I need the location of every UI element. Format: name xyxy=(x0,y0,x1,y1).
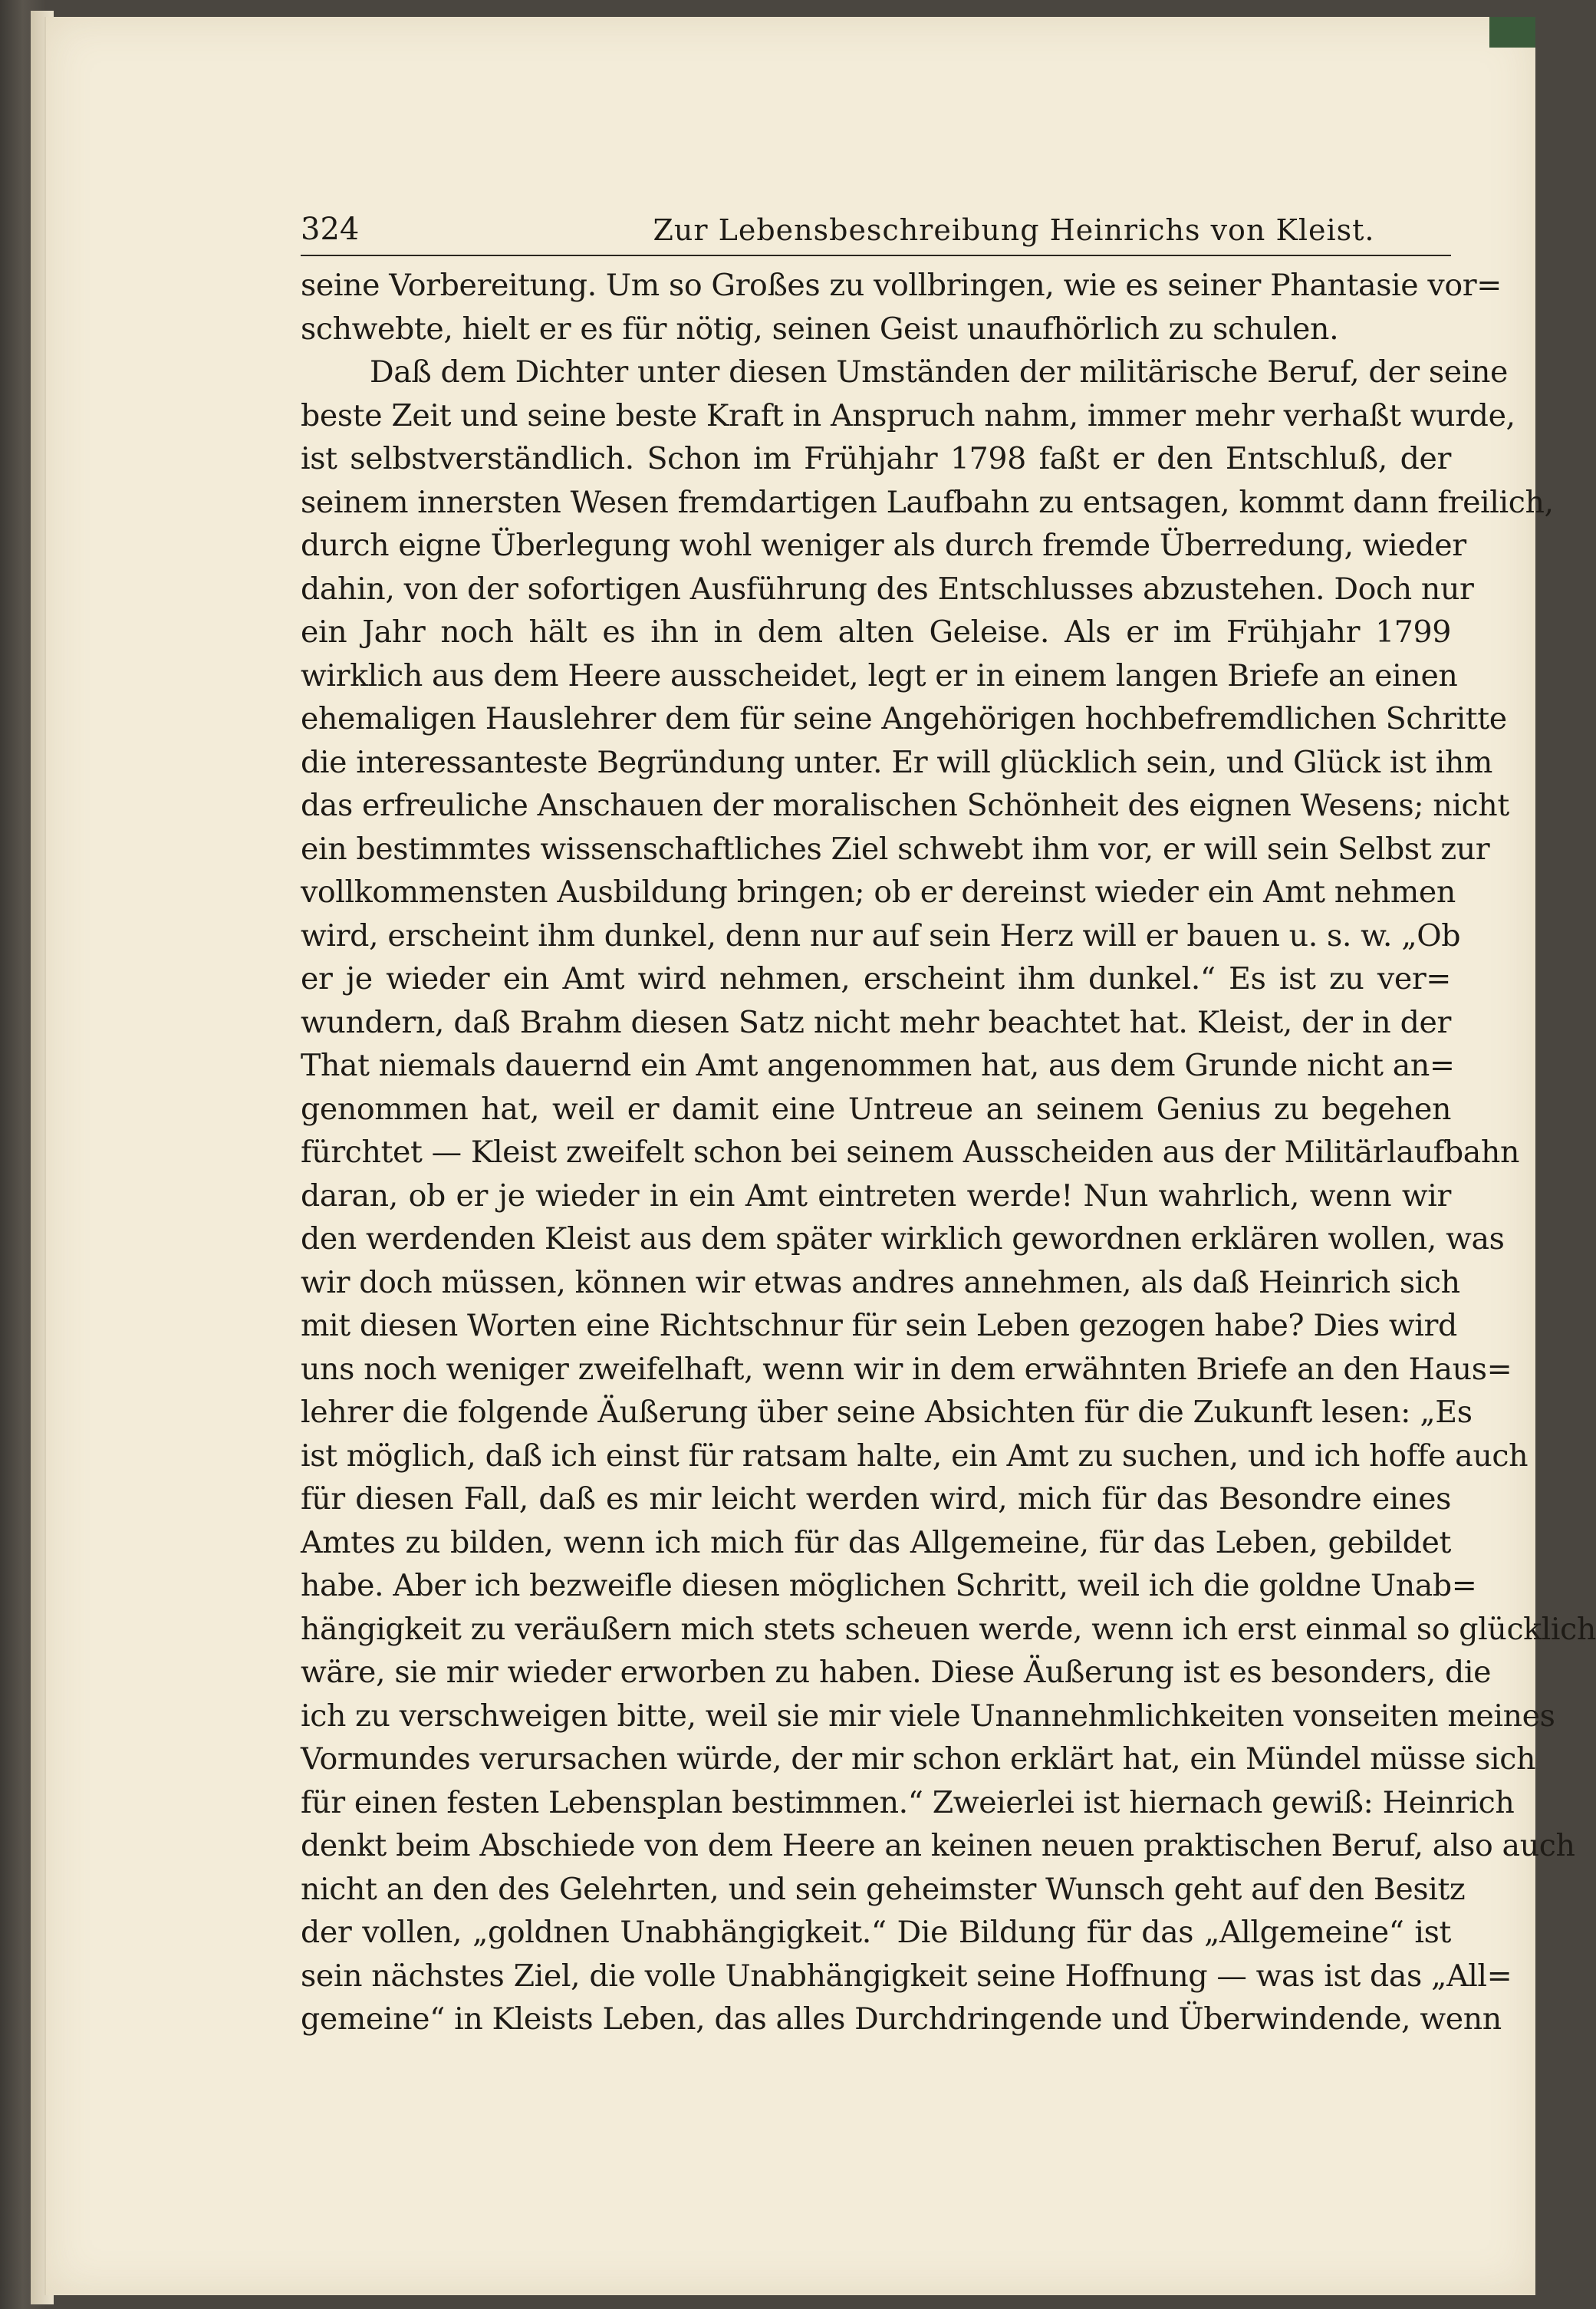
text-line: gemeine“ in Kleists Leben, das alles Durchdringende und Überwindende, wenn xyxy=(301,2001,1502,2037)
text-line: fürchtet — Kleist zweifelt schon bei seinem Ausscheiden aus der Militärlaufbahn xyxy=(301,1135,1519,1170)
text-line: sein nächstes Ziel, die volle Unabhängigkeit seine Hoffnung — was ist das „All= xyxy=(301,1958,1512,1994)
text-line: Vormundes verursachen würde, der mir schon erklärt hat, ein Mündel müsse sich xyxy=(301,1741,1536,1777)
text-line: für einen festen Lebensplan bestimmen.“ Zweierlei ist hiernach gewiß: Heinrich xyxy=(301,1784,1515,1820)
text-line: ein Jahr noch hält es ihn in dem alten Geleise. Als er im Frühjahr 1799 xyxy=(301,614,1451,650)
text-line: den werdenden Kleist aus dem später wirklich gewordnen erklären wollen, was xyxy=(301,1221,1505,1257)
binding-tab xyxy=(1489,17,1535,48)
text-line: Daß dem Dichter unter diesen Umständen der militärische Beruf, der seine xyxy=(370,354,1509,390)
text-line: schwebte, hielt er es für nötig, seinen Geist unaufhörlich zu schulen. xyxy=(301,311,1339,347)
text-line: denkt beim Abschiede von dem Heere an keinen neuen praktischen Beruf, also auch xyxy=(301,1828,1575,1863)
text-line: daran, ob er je wieder in ein Amt eintreten werde! Nun wahrlich, wenn wir xyxy=(301,1178,1451,1214)
text-line: wäre, sie mir wieder erworben zu haben. Diese Äußerung ist es besonders, die xyxy=(301,1655,1492,1690)
text-line: dahin, von der sofortigen Ausführung des Entschlusses abzustehen. Doch nur xyxy=(301,571,1474,607)
text-line: ist selbstverständlich. Schon im Frühjahr 1798 faßt er den Entschluß, der xyxy=(301,441,1451,476)
running-title: Zur Lebensbeschreibung Heinrichs von Kleist. xyxy=(653,213,1375,247)
text-line: der vollen, „goldnen Unabhängigkeit.“ Die Bildung für das „Allgemeine“ ist xyxy=(301,1915,1451,1950)
text-line: für diesen Fall, daß es mir leicht werden wird, mich für das Besondre eines xyxy=(301,1481,1451,1517)
page-number: 324 xyxy=(301,212,360,247)
text-line: lehrer die folgende Äußerung über seine Absichten für die Zukunft lesen: „Es xyxy=(301,1395,1473,1430)
page-header xyxy=(301,209,1451,256)
text-line: Amtes zu bilden, wenn ich mich für das Allgemeine, für das Leben, gebildet xyxy=(301,1524,1451,1560)
text-line: genommen hat, weil er damit eine Untreue an seinem Genius zu begehen xyxy=(301,1091,1451,1127)
text-line: That niemals dauernd ein Amt angenommen hat, aus dem Grunde nicht an= xyxy=(301,1048,1455,1083)
text-line: durch eigne Überlegung wohl weniger als durch fremde Überredung, wieder xyxy=(301,528,1466,563)
text-line: ein bestimmtes wissenschaftliches Ziel schwebt ihm vor, er will sein Selbst zur xyxy=(301,831,1490,867)
text-line: vollkommensten Ausbildung bringen; ob er dereinst wieder ein Amt nehmen xyxy=(301,875,1456,910)
text-line: wird, erscheint ihm dunkel, denn nur auf sein Herz will er bauen u. s. w. „Ob xyxy=(301,917,1461,954)
text-line: wir doch müssen, können wir etwas andres annehmen, als daß Heinrich sich xyxy=(301,1264,1460,1300)
text-line: ehemaligen Hauslehrer dem für seine Angehörigen hochbefremdlichen Schritte xyxy=(301,701,1507,736)
text-line: seinem innersten Wesen fremdartigen Laufbahn zu entsagen, kommt dann freilich, xyxy=(301,484,1554,520)
text-line: wundern, daß Brahm diesen Satz nicht mehr beachtet hat. Kleist, der in der xyxy=(301,1004,1451,1040)
text-line: beste Zeit und seine beste Kraft in Anspruch nahm, immer mehr verhaßt wurde, xyxy=(301,397,1515,433)
body-text xyxy=(301,264,1596,2041)
text-line: ist möglich, daß ich einst für ratsam halte, ein Amt zu suchen, und ich hoffe auch xyxy=(301,1438,1529,1474)
text-line: mit diesen Worten eine Richtschnur für sein Leben gezogen habe? Dies wird xyxy=(301,1308,1457,1343)
text-line: habe. Aber ich bezweifle diesen möglichen Schritt, weil ich die goldne Unab= xyxy=(301,1568,1477,1603)
text-line: nicht an den des Gelehrten, und sein geheimster Wunsch geht auf den Besitz xyxy=(301,1871,1466,1907)
text-line: die interessanteste Begründung unter. Er will glücklich sein, und Glück ist ihm xyxy=(301,744,1492,780)
text-line: wirklich aus dem Heere ausscheidet, legt er in einem langen Briefe an einen xyxy=(301,657,1458,693)
text-line: er je wieder ein Amt wird nehmen, erscheint ihm dunkel.“ Es ist zu ver= xyxy=(301,961,1451,996)
text-line: das erfreuliche Anschauen der moralischen Schönheit des eignen Wesens; nicht xyxy=(301,788,1509,823)
text-line: ich zu verschweigen bitte, weil sie mir viele Unannehmlichkeiten vonseiten meines xyxy=(301,1698,1555,1734)
text-line: seine Vorbereitung. Um so Großes zu vollbringen, wie es seiner Phantasie vor= xyxy=(301,268,1502,303)
text-line: uns noch weniger zweifelhaft, wenn wir in dem erwähnten Briefe an den Haus= xyxy=(301,1351,1512,1387)
text-line: hängigkeit zu veräußern mich stets scheuen werde, wenn ich erst einmal so glücklich xyxy=(301,1611,1596,1647)
